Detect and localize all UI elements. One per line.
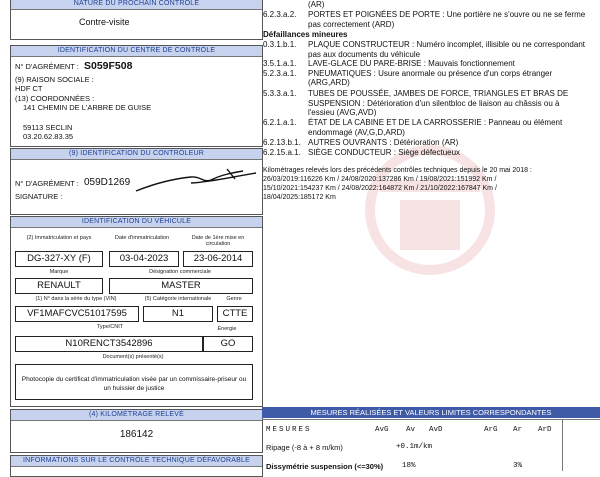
reg-date-field: 03-04-2023 bbox=[109, 251, 179, 267]
defect-line: 5.2.3.a.1. PNEUMATIQUES : Usure anormale ou présence d'un corps étranger bbox=[263, 68, 553, 78]
center-coords-label: (13) COORDONNÉES : bbox=[15, 94, 95, 103]
plate-label: (2) Immatriculation et pays bbox=[26, 235, 92, 241]
plate-field: DG-327-XY (F) bbox=[15, 251, 103, 267]
vin-label: (1) N° dans la série du type (VIN) bbox=[35, 296, 117, 302]
controller-agreement-value: 059D1269 bbox=[84, 177, 131, 188]
minor-defects-title: Défaillances mineures bbox=[263, 30, 348, 39]
brand-label: Marque bbox=[49, 269, 69, 275]
center-address: 141 CHEMIN DE L'ARBRE DE GUISE bbox=[23, 103, 152, 112]
mileage-section bbox=[10, 409, 263, 453]
mileage-history-line: 15/10/2021:154237 Km / 24/08/2022:164872 Km / 21/10/2022:167847 Km / bbox=[263, 185, 497, 192]
reg-date-label: Date d'immatriculation bbox=[114, 235, 170, 241]
unfavorable-header: INFORMATIONS SUR LE CONTRÔLE TECHNIQUE DÉFAVORABLE bbox=[11, 456, 262, 467]
center-agreement-label: N° D'AGRÉMENT : bbox=[15, 62, 79, 71]
mileage-value: 186142 bbox=[119, 429, 154, 440]
defect-line: 5.3.3.a.1. TUBES DE POUSSÉE, JAMBES DE FORCE, TRIANGLES ET BRAS DE bbox=[263, 89, 569, 98]
next-visit-section bbox=[10, 0, 263, 40]
suspension-label: Dissymétrie suspension (<=30%) bbox=[266, 462, 384, 471]
defect-line: 0.3.1.b.1. PLAQUE CONSTRUCTEUR : Numéro incomplet, illisible ou ne correspondant bbox=[263, 40, 585, 49]
type-label: Type/CNIT bbox=[96, 324, 124, 330]
next-visit-value: Contre-visite bbox=[79, 17, 130, 27]
defect-line: 3.5.1.a.1. LAVE-GLACE DU PARE-BRISE : Mauvais fonctionnement bbox=[263, 59, 515, 68]
suspension-av: 18% bbox=[402, 462, 416, 470]
unfavorable-section bbox=[10, 455, 263, 477]
measures-table bbox=[262, 419, 600, 471]
energy-label: Énergie bbox=[217, 326, 237, 332]
category-field: N1 bbox=[143, 306, 213, 322]
measures-col-divider bbox=[562, 420, 563, 471]
genre-field: CTTE bbox=[217, 306, 253, 322]
vehicle-section bbox=[10, 216, 263, 407]
measures-col-label: MESURES bbox=[266, 426, 312, 434]
genre-label: Genre bbox=[226, 296, 242, 302]
defect-line: endommagé (AV,G,D,ARD) bbox=[308, 127, 405, 137]
type-field: N10RENCT3542896 bbox=[15, 336, 203, 352]
brand-field: RENAULT bbox=[15, 278, 103, 294]
watermark-logo bbox=[360, 140, 500, 280]
category-label: (5) Catégorie internationale bbox=[144, 296, 212, 302]
control-center-section bbox=[10, 45, 263, 147]
model-field: MASTER bbox=[109, 278, 253, 294]
col-arg: ArG bbox=[484, 426, 498, 434]
suspension-ar: 3% bbox=[513, 462, 523, 470]
model-label: Désignation commerciale bbox=[149, 269, 211, 275]
docs-field bbox=[15, 364, 253, 400]
ripage-value: +0.1m/km bbox=[396, 443, 433, 451]
mileage-header: (4) KILOMÉTRAGE RELEVÉ bbox=[11, 410, 262, 421]
col-ar: Ar bbox=[513, 426, 523, 434]
energy-field: GO bbox=[203, 336, 253, 352]
mileage-history-line: Kilométrages relevés lors des précédents contrôles techniques depuis le 20 mai 2018 : bbox=[263, 167, 532, 174]
defect-line: pas aux documents du véhicule bbox=[308, 49, 421, 59]
center-agreement-value: S059F508 bbox=[84, 60, 133, 72]
col-avg: AvG bbox=[375, 426, 389, 434]
controller-signature-label: SIGNATURE : bbox=[15, 192, 63, 201]
col-ard: ArD bbox=[538, 426, 552, 434]
defect-line: SUSPENSION : Détérioration d'un silentbloc de liaison au châssis ou à bbox=[308, 98, 560, 108]
vin-field: VF1MAFCVC51017595 bbox=[15, 306, 139, 322]
col-avd: AvD bbox=[429, 426, 443, 434]
defect-line: 6.2.15.a.1. SIÈGE CONDUCTEUR : Siège défectueux bbox=[263, 147, 461, 157]
defect-line: 6.2.13.b.1. AUTRES OUVRANTS : Détérioration (AR) bbox=[263, 138, 459, 147]
measures-header: MESURES RÉALISÉES ET VALEURS LIMITES CORRESPONDANTES bbox=[262, 407, 600, 418]
defect-line: (AR) bbox=[308, 0, 325, 9]
signature-scribble bbox=[131, 165, 261, 195]
defect-line: pas correctement (ARD) bbox=[308, 19, 395, 29]
col-av: Av bbox=[406, 426, 416, 434]
first-date-label: Date de 1ère mise en circulation bbox=[191, 235, 245, 247]
control-center-header: IDENTIFICATION DU CENTRE DE CONTRÔLE bbox=[11, 46, 262, 57]
controller-section bbox=[10, 148, 263, 215]
controller-agreement-label: N° D'AGRÉMENT : bbox=[15, 179, 79, 188]
docs-label: Document(s) présenté(s) bbox=[102, 354, 164, 360]
ripage-label: Ripage (-8 à + 8 m/km) bbox=[266, 443, 343, 452]
vehicle-header: IDENTIFICATION DU VÉHICULE bbox=[11, 217, 262, 228]
center-phone: 03.20.62.83.35 bbox=[23, 132, 74, 141]
center-social-label: (9) RAISON SOCIALE : bbox=[15, 75, 94, 84]
center-social-value: HDF CT bbox=[15, 84, 43, 93]
mileage-history-line: 18/04/2025:185172 Km bbox=[263, 194, 336, 201]
controller-header: (9) IDENTIFICATION DU CONTRÔLEUR bbox=[11, 149, 262, 160]
defect-line: l'essieu (AVG,AVD) bbox=[308, 108, 377, 117]
center-city: 59113 SECLIN bbox=[23, 123, 73, 132]
defect-line: (ARG,ARD) bbox=[308, 78, 350, 87]
defect-line: 6.2.1.a.1. ÉTAT DE LA CABINE ET DE LA CARROSSERIE : Panneau ou élément bbox=[263, 118, 563, 127]
docs-text: Photocopie du certificat d'immatriculation visée par un commissaire-priseur ou un huissier de justice bbox=[21, 376, 247, 392]
first-date-field: 23-06-2014 bbox=[183, 251, 253, 267]
mileage-history-line: 26/03/2019:116226 Km / 24/08/2020:137286 Km / 19/08/2021:151992 Km / bbox=[263, 176, 497, 183]
defect-line: 6.2.3.a.2. PORTES ET POIGNÉES DE PORTE : Une portière ne s'ouvre ou ne se ferme bbox=[263, 10, 586, 19]
next-visit-header: NATURE DU PROCHAIN CONTRÔLE bbox=[11, 0, 262, 10]
